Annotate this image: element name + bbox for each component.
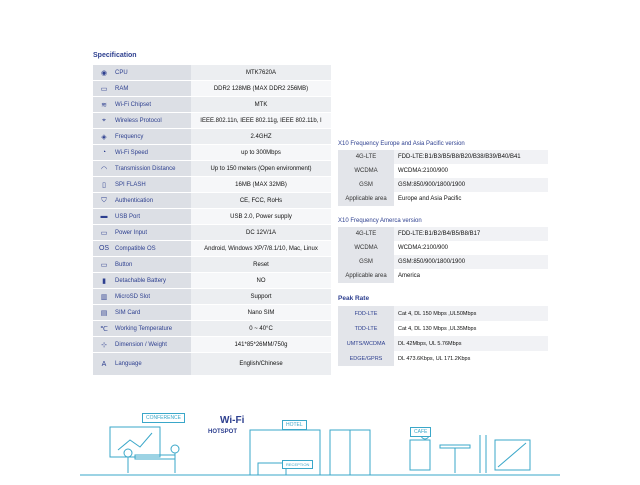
america-frequency-table	[338, 215, 548, 283]
flash-icon: ▯	[102, 181, 106, 189]
spec-label-cell	[93, 241, 191, 256]
spec-value: Nano SIM	[191, 305, 331, 320]
spec-label: CPU	[115, 69, 128, 76]
europe-label: 4G-LTE	[338, 150, 394, 164]
spec-value: DC 12V/1A	[191, 225, 331, 240]
europe-row	[338, 164, 548, 178]
spec-label: Working Temperature	[115, 325, 173, 332]
peak-heading: Peak Rate	[338, 295, 370, 302]
peak-label: EDGE/GPRS	[338, 351, 394, 366]
spec-label-cell	[93, 193, 191, 208]
cpu-icon: ◉	[100, 69, 108, 77]
peak-rate-table	[338, 292, 548, 366]
signal-icon: ◠	[100, 165, 108, 173]
thermometer-icon: ℃	[100, 325, 108, 333]
spec-label: Language	[115, 361, 142, 367]
spec-title: Specification	[93, 52, 137, 59]
spec-label: Wi-Fi Chipset	[115, 101, 152, 108]
spec-row	[93, 81, 331, 97]
spec-label-cell	[93, 305, 191, 320]
spec-value: 0 ~ 40°C	[191, 321, 331, 336]
spec-value: MTK7620A	[191, 65, 331, 80]
spec-label-cell	[93, 353, 191, 375]
america-value: America	[394, 269, 548, 283]
frequency-icon: ◈	[101, 133, 107, 141]
spec-value: 141*85*26MM/750g	[191, 337, 331, 352]
america-value: FDD-LTE:B1/B2/B4/B5/B8/B17	[394, 227, 548, 241]
spec-row	[93, 289, 331, 305]
america-value: GSM:850/900/1800/1900	[394, 255, 548, 269]
spec-value: up to 300Mbps	[191, 145, 331, 160]
spec-label: MicroSD Slot	[115, 293, 151, 300]
spec-label-cell	[93, 289, 191, 304]
button-icon: ▭	[100, 261, 108, 269]
europe-heading: X10 Frequency Europe and Asia Pacific version	[338, 141, 465, 147]
spec-label-cell	[93, 81, 191, 96]
power-icon: ▭	[100, 229, 108, 237]
europe-value: GSM:850/900/1800/1900	[394, 178, 548, 192]
spec-label: Compatible OS	[115, 245, 156, 252]
spec-row	[93, 353, 331, 376]
europe-row	[338, 150, 548, 164]
shield-icon: ⛉	[101, 196, 107, 204]
peak-value: Cat 4, DL 150 Mbps ,UL50Mbps	[394, 306, 548, 321]
spec-label-cell	[93, 321, 191, 336]
dimension-icon: ⊹	[101, 341, 107, 349]
america-row	[338, 227, 548, 241]
sim-icon: ▤	[100, 309, 108, 317]
spec-row	[93, 145, 331, 161]
microsd-icon: ▥	[100, 293, 108, 301]
spec-label: Wireless Protocol	[115, 117, 162, 124]
spec-label-cell	[93, 225, 191, 240]
spec-label: Authentication	[115, 197, 154, 204]
spec-label: Wi-Fi Speed	[115, 149, 149, 156]
battery-icon: ▮	[102, 277, 106, 285]
peak-row	[338, 321, 548, 336]
europe-frequency-table	[338, 138, 548, 206]
spec-row	[93, 129, 331, 145]
spec-row	[93, 161, 331, 177]
peak-value: DL 42Mbps, UL 5.76Mbps	[394, 336, 548, 351]
america-label: WCDMA	[338, 241, 394, 255]
europe-label: WCDMA	[338, 164, 394, 178]
spec-label-cell	[93, 113, 191, 128]
america-row	[338, 269, 548, 283]
spec-row	[93, 193, 331, 209]
spec-label-cell	[93, 257, 191, 272]
os-icon: OS	[98, 245, 110, 252]
speed-icon: ◔	[101, 149, 107, 156]
spec-row	[93, 225, 331, 241]
spec-label-cell	[93, 273, 191, 288]
europe-label: GSM	[338, 178, 394, 192]
spec-row	[93, 241, 331, 257]
spec-row	[93, 337, 331, 353]
spec-value: CE, FCC, RoHs	[191, 193, 331, 208]
spec-label-cell	[93, 161, 191, 176]
america-value: WCDMA:2100/900	[394, 241, 548, 255]
spec-label-cell	[93, 209, 191, 224]
spec-table	[93, 65, 331, 376]
america-heading: X10 Frequency Amerca version	[338, 218, 422, 224]
spec-value: Android, Windows XP/7/8.1/10, Mac, Linux	[191, 241, 331, 256]
peak-label: UMTS/WCDMA	[338, 336, 394, 351]
spec-value: Support	[191, 289, 331, 304]
router-icon: ⌖	[102, 116, 106, 124]
reception-sign: RECEPTION	[282, 460, 313, 469]
spec-row	[93, 177, 331, 193]
spec-label-cell	[93, 145, 191, 160]
spec-value: 2.4GHZ	[191, 129, 331, 144]
hotspot-label: HOTSPOT	[208, 429, 238, 435]
conference-sign: CONFERENCE	[142, 413, 185, 423]
spec-label-cell	[93, 177, 191, 192]
usage-illustration	[80, 405, 560, 480]
spec-label: Detachable Battery	[115, 277, 167, 284]
spec-label: USB Port	[115, 213, 141, 220]
spec-row	[93, 113, 331, 129]
hotel-sign: HOTEL	[282, 420, 307, 430]
america-row	[338, 241, 548, 255]
spec-row	[93, 97, 331, 113]
spec-label: Frequency	[115, 133, 144, 140]
peak-row	[338, 336, 548, 351]
spec-value: MTK	[191, 97, 331, 112]
europe-value: FDD-LTE:B1/B3/B5/B8/B20/B38/B39/B40/B41	[394, 150, 548, 164]
spec-label-cell	[93, 129, 191, 144]
spec-label-cell	[93, 97, 191, 112]
wifi-logo: Wi-Fi	[220, 415, 245, 426]
peak-value: DL 473.6Kbps, UL 171.2Kbps	[394, 351, 548, 366]
spec-row	[93, 209, 331, 225]
spec-label: Transmission Distance	[115, 165, 176, 172]
spec-row	[93, 273, 331, 289]
peak-row	[338, 351, 548, 366]
ram-icon: ▭	[100, 85, 108, 93]
america-label: 4G-LTE	[338, 227, 394, 241]
spec-label: Power Input	[115, 229, 148, 236]
spec-label: Button	[115, 261, 133, 268]
spec-value: IEEE.802.11n, IEEE 802.11g, IEEE 802.11b, I	[191, 113, 331, 128]
spec-value: Up to 150 meters (Open environment)	[191, 161, 331, 176]
spec-label-cell	[93, 65, 191, 80]
spec-value: English/Chinese	[191, 353, 331, 375]
america-row	[338, 255, 548, 269]
wifi-icon: ≋	[101, 101, 107, 109]
spec-label: Dimension / Weight	[115, 341, 167, 348]
europe-label: Applicable area	[338, 192, 394, 206]
spec-row	[93, 65, 331, 81]
spec-label: RAM	[115, 85, 129, 92]
spec-label: SIM Card	[115, 309, 141, 316]
spec-label-cell	[93, 337, 191, 352]
europe-value: Europe and Asia Pacific	[394, 192, 548, 206]
spec-value: Reset	[191, 257, 331, 272]
america-label: GSM	[338, 255, 394, 269]
cafe-sign: CAFE	[410, 427, 431, 437]
spec-row	[93, 305, 331, 321]
peak-label: FDD-LTE	[338, 306, 394, 321]
language-icon: A	[101, 360, 107, 368]
europe-row	[338, 192, 548, 206]
usb-icon: ▬	[100, 213, 108, 220]
europe-value: WCDMA:2100/900	[394, 164, 548, 178]
peak-value: Cat 4, DL 130 Mbps ,UL35Mbps	[394, 321, 548, 336]
europe-row	[338, 178, 548, 192]
spec-value: NO	[191, 273, 331, 288]
spec-value: DDR2 128MB (MAX DDR2 256MB)	[191, 81, 331, 96]
spec-value: 16MB (MAX 32MB)	[191, 177, 331, 192]
spec-row	[93, 257, 331, 273]
spec-label: SPI FLASH	[115, 181, 146, 188]
spec-row	[93, 321, 331, 337]
peak-label: TDD-LTE	[338, 321, 394, 336]
america-label: Applicable area	[338, 269, 394, 283]
peak-row	[338, 306, 548, 321]
spec-value: USB 2.0, Power supply	[191, 209, 331, 224]
